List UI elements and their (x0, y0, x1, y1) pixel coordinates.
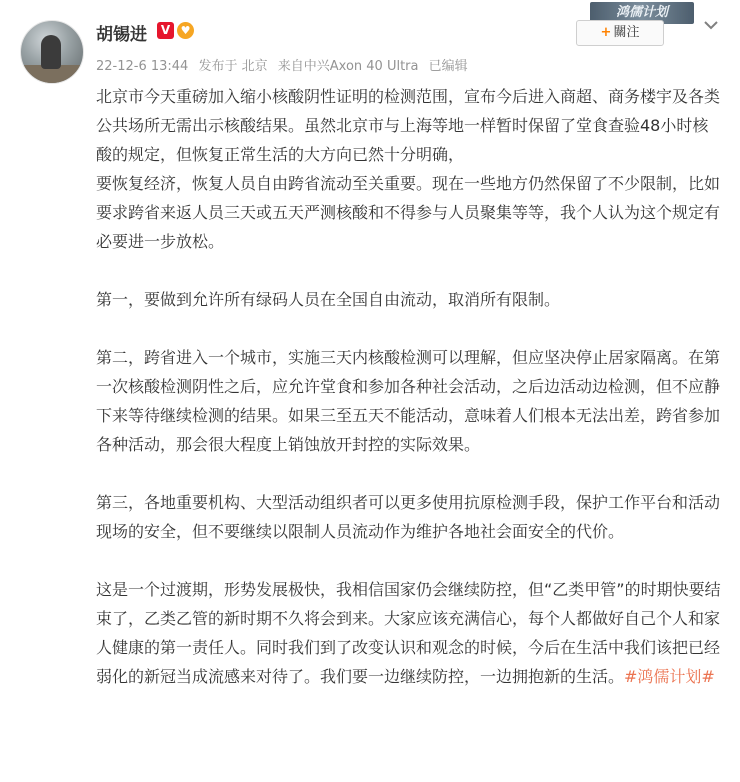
watermark: 鸿儒计划 (590, 2, 694, 24)
follow-label: 關注 (613, 25, 640, 40)
verified-badge-icon: V (157, 22, 174, 39)
paragraph-1: 北京市今天重磅加入缩小核酸阴性证明的检测范围，宣布今后进入商超、商务楼宇及各类公共场所无需出示核酸结果。虽然北京市与上海等地一样暂时保留了堂食查验48小时核酸的规定，但恢复正常生活的大方向已然十分明确， (96, 87, 721, 164)
spacer (96, 256, 722, 285)
post-device: 来自中兴Axon 40 Ultra (277, 59, 419, 74)
spacer (96, 314, 722, 343)
post-content (96, 82, 722, 691)
avatar-figure (41, 35, 61, 69)
paragraph-6 (96, 575, 722, 691)
post-datetime[interactable]: 22-12-6 13:44 (96, 59, 189, 74)
paragraph-2: 要恢复经济，恢复人员自由跨省流动至关重要。现在一些地方仍然保留了不少限制，比如要求跨省来返人员三天或五天严测核酸和不得参与人员聚集等等，我个人认为这个规定有必要进一步放松。 (96, 174, 721, 251)
plus-icon: + (600, 25, 612, 40)
paragraph-4: 第二，跨省进入一个城市，实施三天内核酸检测可以理解，但应坚决停止居家隔离。在第一次核酸检测阴性之后，应允许堂食和参加各种社会活动，之后边活动边检测，但不应静下来等待继续检测的结果。如果三至五天不能活动，意味着人们根本无法出差，跨省参加各种活动，那会很大程度上销蚀放开封控的实际效果。 (96, 348, 721, 454)
post-location: 发布于 北京 (198, 59, 268, 74)
paragraph-6-text: 这是一个过渡期，形势发展极快，我相信国家仍会继续防控，但“乙类甲管”的时期快要结束了，乙类乙管的新时期不久将会到来。大家应该充满信心，每个人都做好自己个人和家人健康的第一责任人。同时我们到了改变认识和观念的时候，今后在生活中我们该把已经弱化的新冠当成流感来对待了。我们要一边继续防控，一边拥抱新的生活。 (96, 580, 721, 686)
heart-badge-icon: ♥ (177, 22, 194, 39)
spacer (96, 459, 722, 488)
post-edited[interactable]: 已编辑 (428, 59, 468, 74)
follow-button[interactable] (576, 20, 664, 46)
chevron-down-icon[interactable] (700, 14, 722, 36)
post-meta (96, 55, 474, 74)
paragraph-5: 第三，各地重要机构、大型活动组织者可以更多使用抗原检测手段，保护工作平台和活动现场的安全，但不要继续以限制人员流动作为维护各地社会面安全的代价。 (96, 493, 721, 541)
hashtag-link[interactable]: #鸿儒计划# (624, 667, 715, 686)
spacer (96, 546, 722, 575)
paragraph-3: 第一，要做到允许所有绿码人员在全国自由流动，取消所有限制。 (96, 290, 561, 309)
avatar[interactable] (20, 20, 84, 84)
username[interactable]: 胡锡进 (96, 25, 147, 45)
